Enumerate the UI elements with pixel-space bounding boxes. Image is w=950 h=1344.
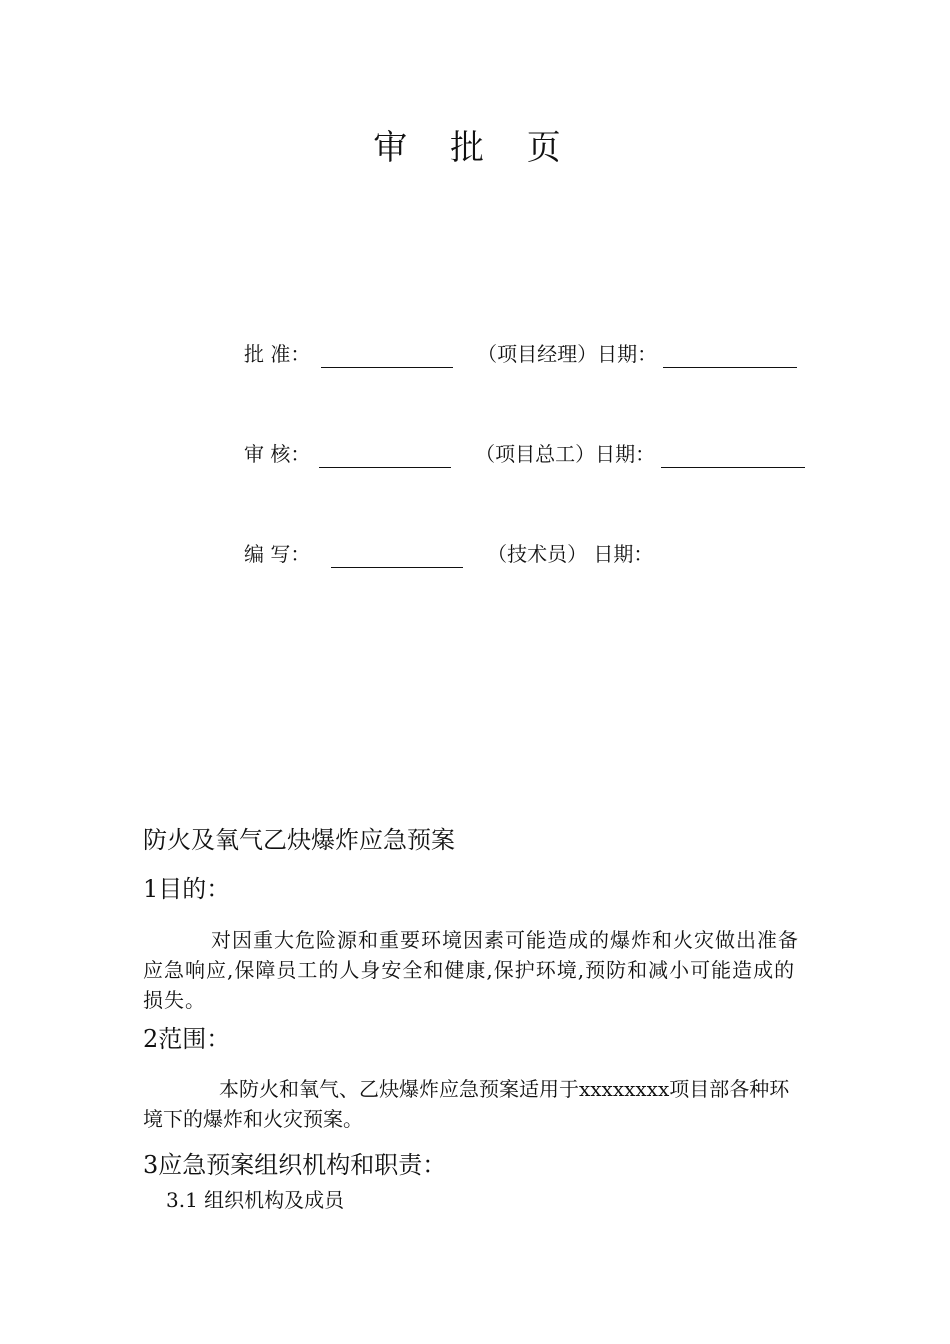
approve-signature-blank	[321, 345, 453, 368]
section-2-heading: 2范围：	[143, 1025, 231, 1053]
review-signature-blank	[319, 445, 451, 468]
author-signature-blank	[331, 545, 463, 568]
author-role-date-label: （技术员） 日期：	[487, 542, 654, 566]
author-label: 编 写：	[244, 542, 311, 566]
approval-row-review	[244, 440, 805, 468]
page-title: 审 批 页	[373, 128, 577, 168]
approve-label: 批 准：	[244, 342, 311, 366]
approve-date-blank	[663, 345, 797, 368]
approve-role-date-label: （项目经理）日期：	[477, 342, 658, 366]
section-2-paragraph: 本防火和氧气、乙炔爆炸应急预案适用于xxxxxxxx项目部各种环境下的爆炸和火灾预案。	[143, 1077, 790, 1131]
section-3-1-subheading: 3.1 组织机构及成员	[166, 1188, 345, 1212]
approval-row-approve	[244, 340, 797, 368]
section-1-heading: 1目的：	[143, 875, 231, 903]
review-role-date-label: （项目总工）日期：	[475, 442, 656, 466]
section-1-paragraph: 对因重大危险源和重要环境因素可能造成的爆炸和火灾做出准备应急响应,保障员工的人身安全和健康,保护环境,预防和减小可能造成的损失。	[143, 928, 799, 1012]
document-title: 防火及氧气乙炔爆炸应急预案	[143, 826, 455, 854]
review-label: 审 核：	[244, 442, 311, 466]
approval-row-author	[244, 540, 653, 568]
section-3-heading: 3应急预案组织机构和职责：	[143, 1151, 447, 1179]
review-date-blank	[661, 445, 805, 468]
